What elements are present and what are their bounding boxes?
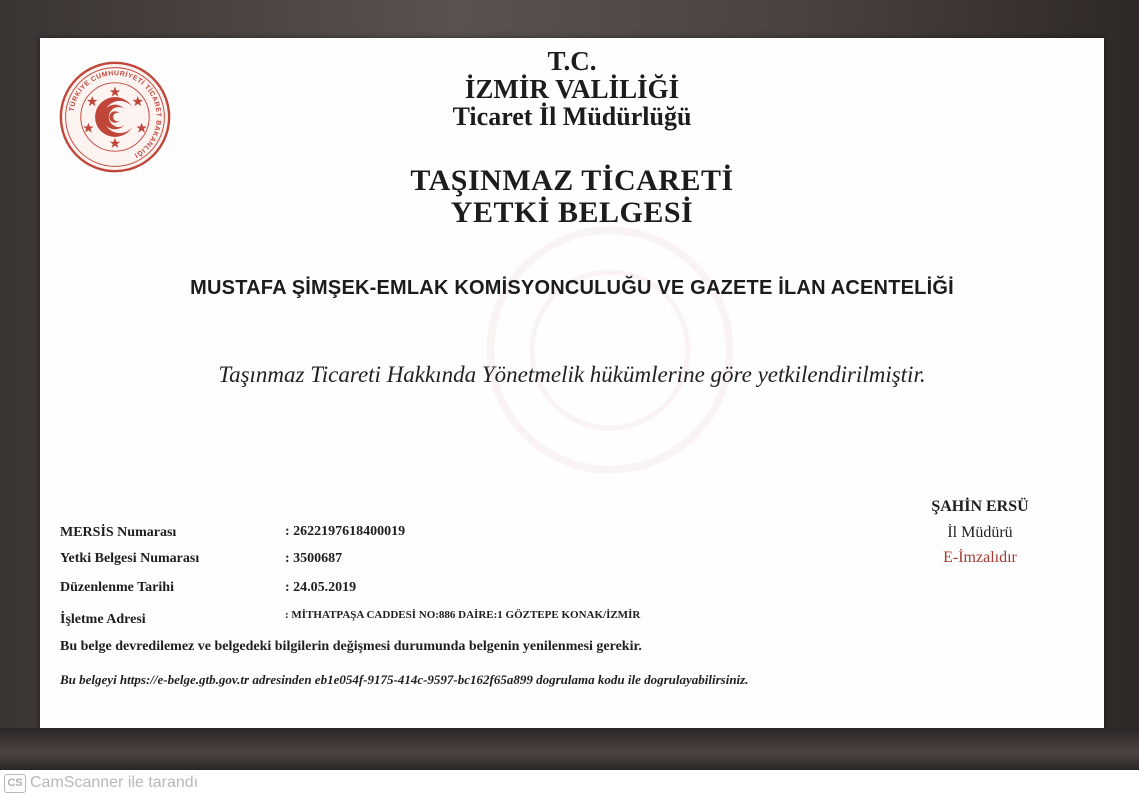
camscanner-watermark — [4, 772, 198, 794]
certificate-title: TAŞINMAZ TİCARETİ — [410, 164, 734, 197]
transfer-notice: Bu belge devredilemez ve belgedeki bilgilerin değişmesi durumunda belgenin yenilenmesi gerekir. — [60, 639, 642, 654]
mersis-value: : 2622197618400019 — [285, 524, 406, 539]
header-tc: T.C. — [547, 46, 597, 76]
svg-text:TÜRKİYE CUMHURİYETİ TİCARET BA: TÜRKİYE CUMHURİYETİ TİCARET BAKANLIĞI — [68, 70, 162, 159]
license-number-value: : 3500687 — [285, 551, 343, 566]
camscanner-label: CamScanner ile tarandı — [30, 774, 199, 791]
issue-date-label: Düzenlenme Tarihi — [60, 580, 174, 595]
issue-date-value: : 24.05.2019 — [285, 580, 357, 595]
e-signature-status: E-İmzalıdır — [943, 549, 1017, 566]
signatory-title: İl Müdürü — [947, 524, 1013, 541]
ministry-watermark-icon — [480, 220, 740, 480]
header-governorship: İZMİR VALİLİĞİ — [464, 74, 680, 104]
authorization-statement: Taşınmaz Ticareti Hakkında Yönetmelik hükümlerine göre yetkilendirilmiştir. — [218, 362, 926, 387]
business-address-label: İşletme Adresi — [60, 612, 146, 627]
business-address-value: : MİTHATPAŞA CADDESİ NO:886 DAİRE:1 GÖZTEPE KONAK/İZMİR — [285, 609, 641, 621]
license-number-label: Yetki Belgesi Numarası — [60, 551, 200, 566]
mersis-label: MERSİS Numarası — [60, 525, 177, 540]
bottom-surface-strip — [0, 728, 1139, 770]
company-name: MUSTAFA ŞİMŞEK-EMLAK KOMİSYONCULUĞU VE GAZETE İLAN ACENTELİĞİ — [190, 277, 954, 299]
certificate-subtitle: YETKİ BELGESİ — [450, 196, 694, 229]
header-directorate: Ticaret İl Müdürlüğü — [452, 102, 692, 131]
signatory-name: ŞAHİN ERSÜ — [931, 498, 1029, 515]
camscanner-logo-icon: CS — [4, 774, 26, 793]
verification-notice: Bu belgeyi https://e-belge.gtb.gov.tr adresinden eb1e054f-9175-414c-9597-bc162f65a899 dogrulama kodu ile dogrulayabilirsiniz. — [60, 672, 749, 687]
